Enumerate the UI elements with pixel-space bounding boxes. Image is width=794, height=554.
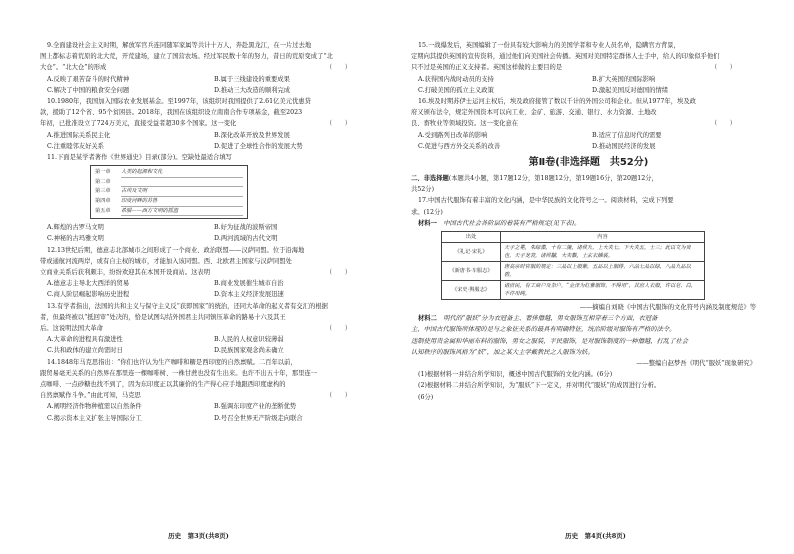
contents-line: 第五章 希腊——西方文明的摇篮 (95, 207, 243, 217)
question-9 (40, 40, 381, 96)
question-11-stem: 11.下面是某学者著作《世界通史》目录(部分)。空缺处最适合填写 (47, 154, 232, 162)
option-c: C.打破美国的孤立主义政策 (418, 86, 494, 94)
question-11 (40, 152, 381, 245)
question-9-stem-1: 9.全面建设社会主义时期，解放军官兵连同随军家属等共计十万人，奔赴黑龙江，在一片过去地 (47, 42, 312, 49)
option-b: B.适应了信息时代的需要 (592, 131, 662, 139)
option-c: C.解决了中国的粮食安全问题 (47, 86, 130, 94)
answer-paren: （ ） (710, 64, 736, 72)
option-a: A.获得国内战时动员的支持 (418, 75, 494, 83)
question-14-stem-4: 自然禀赋作斗争。”由此可知，马克思 （ ） (40, 390, 381, 401)
option-a: A.受到路列日改革的影响 (418, 131, 488, 139)
question-17 (411, 195, 766, 402)
option-c: C.神秘的古玛雅文明 (47, 235, 104, 243)
question-16 (411, 96, 766, 152)
question-15-stem-3: 只不过是英国的正义支持者。英国这样做的主要目的是 （ ） (411, 62, 766, 73)
table-header-cell: 出处 (442, 232, 501, 243)
question-14-stem-3: 点咖啡、一点砂糖也找不到了，因为东印度正以其廉价的生产得心应手地跟西印度虚构的 (40, 381, 286, 389)
question-15-stem-2: 定期向其提供英国的宣传资料，通过他们向美国社会传播。英国对美国特定群体人士手中，给人的印象似乎他们 (411, 53, 720, 61)
answer-paren: （ ） (325, 392, 351, 400)
contents-line: 第四章 印度河畔的苏鲁 (95, 197, 243, 207)
requirement-1: (1)根据材料一并结合所学知识，概述中国古代服饰的文化内涵。(6分) (418, 371, 613, 379)
option-b: B.扩大英国的国际影响 (592, 75, 656, 83)
question-15-stem-1: 15.一战爆发后，英国编辑了一份具有较大影响力的美国学者和专业人员名单，隐瞒官方背景， (418, 42, 680, 49)
answer-paren: （ ） (325, 325, 351, 333)
option-a: A.辉煌的古罗马文明 (47, 224, 104, 232)
material-2-line-1: 材料二 明代的“服妖”分为衣冠备主、奢侈僭越，男女服饰互相穿着三个方面，衣冠备 (418, 315, 658, 323)
question-9-stem-3: 大仓”。“北大仓”的形成 （ ） (40, 62, 381, 73)
option-a: A.推进国际关系民主化 (47, 131, 111, 139)
question-14-stem-2: 跟贸易毫无关系的自然界在那里连一棵咖啡树、一株甘蔗也没有生出来。也许不出五十年，那里连一 (40, 369, 318, 377)
option-d: D.号召全世界无产阶级走向联合 (214, 414, 303, 422)
contents-line: 第三章 古埃及文明 (95, 187, 243, 197)
question-10 (40, 96, 381, 152)
table-row: 《新唐书·车服志》 唐高宗时官服的规定：三品以上服紫，五品以上服绯，六品七品以绿，八品九品以碧。 (442, 262, 705, 281)
question-16-stem-1: 16.埃及时期苏伊士运河主权后，埃及政府接管了数以千计的外国公司和企业。但从1977年，埃及政 (418, 98, 696, 106)
option-b: B.商业发展催生城市自治 (214, 280, 284, 288)
option-c: C.注重睦邻友好关系 (47, 142, 104, 150)
question-10-stem-3: 年初，已批准设立了724万美元，直接受益者超30多个国家。这一变化 （ ） (40, 118, 381, 129)
table-header-row (442, 232, 705, 243)
option-b: B.属于三线建设的重要成果 (214, 75, 290, 83)
question-14 (40, 357, 381, 424)
page-footer: 历史 第3页(共8页) (168, 531, 229, 540)
question-10-stem-2: 款，援助了12个省、95个贫困县。2018年，我国在该组织设立南南合作专项基金，截至2023 (40, 109, 303, 117)
requirement-2: (2)根据材料二并结合所学知识，为“服妖”下一定义，并对明代“服妖”的成因进行分析。 (418, 382, 661, 390)
question-16-stem-2: 府又颁布法令，规定外国资本可以向工业、金矿、旅游、交通、银行、水力资源、土地改 (411, 109, 657, 117)
section-title: 第Ⅱ卷(非选择题 共52分) (528, 157, 649, 169)
option-a: A.德意志主导北大西洋的贸易 (47, 280, 130, 288)
option-a: A.反映了艰苦奋斗的时代精神 (47, 75, 130, 83)
answer-paren: （ ） (325, 64, 351, 72)
question-12-stem-1: 12.13世纪后期，德意志北部城市之间形成了一个商业、政治联盟——汉萨同盟。位于沿海地 (47, 246, 305, 254)
option-a: A.阐明经济作物种植需以自然条件 (47, 403, 142, 411)
option-d: D.激起美国反对德国的情绪 (592, 86, 669, 94)
question-12 (40, 245, 381, 301)
contents-line: 第一章 人类的起源和文化 (95, 168, 243, 178)
contents-line: 第二章 (95, 178, 243, 188)
option-b: B.好为征战的波斯帝国 (214, 224, 278, 232)
option-d: D.两河流域的古代文明 (214, 235, 278, 243)
option-d: D.资本主义经济发展迅速 (214, 291, 284, 299)
option-c: C.促进与西方外交关系的改善 (418, 142, 501, 150)
page-footer: 历史 第4页(共8页) (565, 531, 626, 540)
table-row: 《宋史·舆服志》 诸庶民，有工商户及杂户，“金泽为红紫服饰，不得用”，其庶人衣服，许以皂、白，不许用纯。 (442, 281, 705, 300)
option-c: C.共和政体的建立尚需时日 (47, 347, 123, 355)
question-9-stem-2: 图上都标志着荒原的北大荒，开荒建场，建立了国营农场。经过军民数十年的努力，昔日的荒原变成了“北 (40, 53, 333, 61)
option-d: D.促进了全球性合作的发展大势 (214, 142, 303, 150)
contents-box (90, 165, 248, 219)
material-1-heading: 材料一 中国古代社会各阶层的着装有严格规定(见下表)。 (418, 219, 581, 227)
material-1-table (441, 231, 705, 300)
question-13-stem-2: 者，但最终被以“抵回审”处决的，恰是试图勾结外国君主共同镇压革命的路易十六及其王 (40, 313, 286, 321)
question-13-stem-3: 后。这说明法国大革命 （ ） (40, 323, 381, 334)
question-16-stem-3: 良、畜牧业等领域投资。这一变化意在 （ ） (411, 118, 766, 129)
part2-instructions: 二、非选择题(本题共4小题，第17题12分，第18题12分，第19题16分，第20题12分， (411, 175, 658, 183)
material-2-line-3: 违制使用贵金属和华丽布料的服饰，男女之服装，平民服饰，是对服饰制度的一种僭越，打乱了社会 (411, 337, 689, 345)
question-12-stem-2: 带或通航河流两岸，或有自主权的城市，才能加入该同盟。西、北欧君主国家与汉萨同盟处 (40, 257, 292, 265)
option-c: C.商人阶层崛起影响历史进程 (47, 291, 130, 299)
question-17-stem-1: 17.中国古代服饰有着丰富的文化内涵，是中华民族的文化符号之一。阅读材料，完成下列要 (418, 197, 674, 205)
option-d: D.推动三大改造的顺利完成 (214, 86, 291, 94)
question-12-stem-3: 立商业关系后获利颇丰，纷纷欢迎其在本国开设商站。这表明 （ ） (40, 267, 381, 278)
material-2-line-2: 主，中国古代服饰所体现的是与之象征关系的最具有明确特征，统治阶级对服饰有严格的法令。 (411, 326, 676, 334)
question-10-stem-1: 10.1980年，我国加入国际农业发展基金。至1997年，该组织对我国提供了2.61亿美元优惠贷 (47, 98, 311, 106)
option-b: B.深化改革开放及世界发展 (214, 131, 290, 139)
page-right (397, 0, 794, 554)
option-b: B.强调东印度产业的垄断优势 (214, 403, 297, 411)
answer-paren: （ ） (325, 269, 351, 277)
material-2-source: ——整编自赵梦吾《明代“服妖”现象研究》 (636, 360, 756, 368)
answer-paren: （ ） (710, 120, 736, 128)
question-17-stem-2: 求。(12分) (411, 208, 443, 216)
question-13-stem-1: 13.有学者指出，法国的共和主义与保守主义反“获即国家”的统治，还同大革命的起义者有交汇的根据 (47, 302, 328, 310)
answer-paren: （ ） (325, 120, 351, 128)
question-13 (40, 301, 381, 357)
material-1-source: ——摘编自刘晓《中国古代服饰的文化符号内涵及制度规范》等 (579, 304, 756, 312)
question-15 (411, 40, 766, 96)
option-d: D.推动国民经济的发展 (592, 142, 656, 150)
material-2-line-4: 认知秩序的服饰风格为“妖”，加之某大主学戴教民之人服饰为妖。 (411, 348, 594, 356)
option-a: A.大革命的进程具有激进性 (47, 336, 123, 344)
part2-instructions-2: 共52分) (411, 186, 435, 194)
table-header-cell: 内容 (501, 232, 705, 243)
option-b: B.人民的人权意识较薄弱 (214, 336, 284, 344)
requirement-2-score: (6分) (418, 393, 434, 401)
question-14-stem-1: 14.1848年马克思指出：“你们也许认为生产咖啡和糖是西印度的自然禀赋。二百年以前， (47, 358, 297, 366)
table-row: 《礼记·宋礼》 天子之冕，朱绿藻，十有二旒，诸侯九，上大夫七，下大夫五，士三；此以文为贵也。天子龙衮，诸侯黼，大夫黻，士玄衣纁裳。 (442, 243, 705, 262)
option-d: D.民族国家观念尚未确立 (214, 347, 284, 355)
option-c: C.揭示资本主义扩张主导国际分工 (47, 414, 142, 422)
